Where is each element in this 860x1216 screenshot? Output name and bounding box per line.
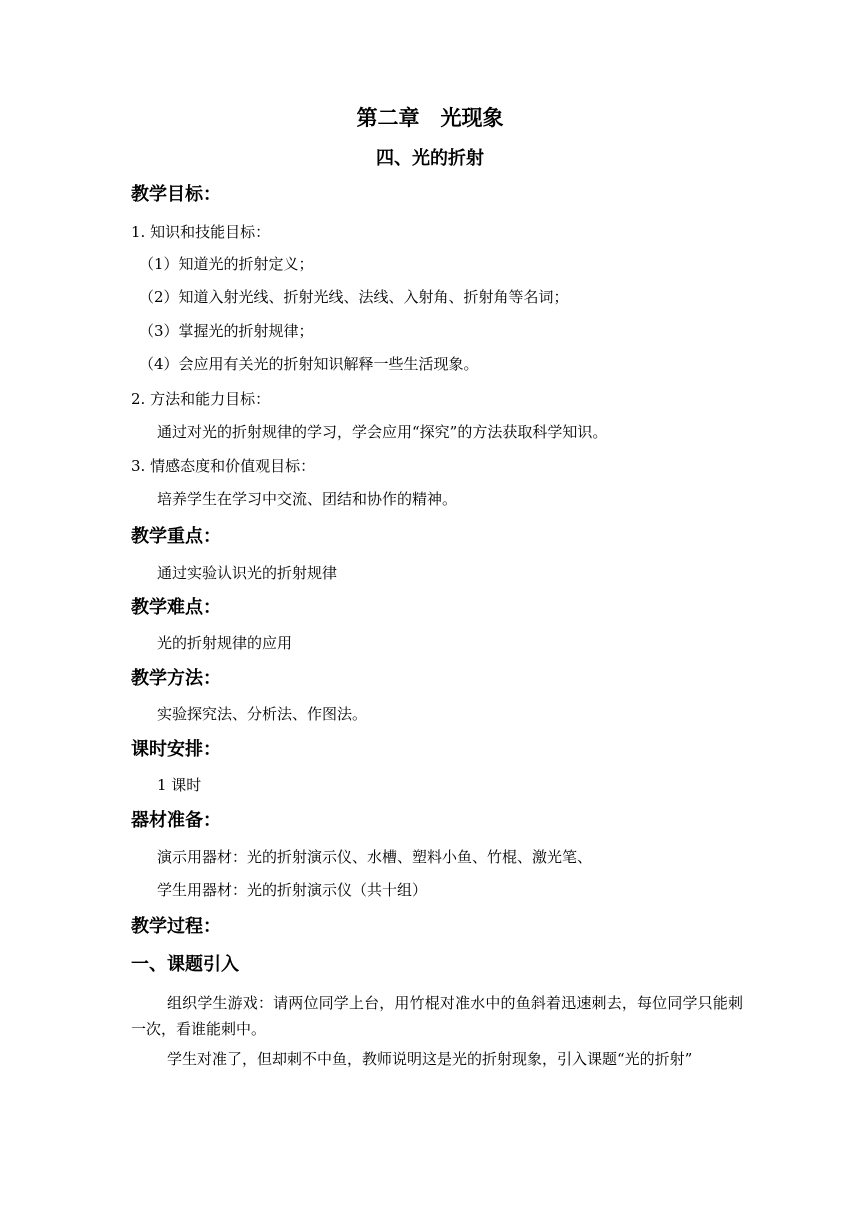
chapter-title: 第二章 光现象 <box>356 106 504 130</box>
knowledge-item: （2）知道入射光线、折射光线、法线、入射角、折射角等名词； <box>139 288 569 306</box>
methods-text: 实验探究法、分析法、作图法。 <box>157 705 368 723</box>
knowledge-item: （1）知道光的折射定义； <box>139 255 314 273</box>
intro-paragraph: 组织学生游戏：请两位同学上台，用竹棍对准水中的鱼斜着迅速刺去，每位同学只能刺一次，看谁能刺中。 <box>131 994 743 1038</box>
process-heading: 教学过程： <box>131 916 221 937</box>
objectives-heading: 教学目标： <box>131 184 221 205</box>
emotion-objective-text: 培养学生在学习中交流、团结和协作的精神。 <box>157 490 458 508</box>
emotion-objective-label: 3. 情感态度和价值观目标： <box>131 457 316 475</box>
knowledge-item: （3）掌握光的折射规律； <box>139 322 314 340</box>
difficulty-heading: 教学难点： <box>131 597 221 618</box>
section-title: 四、光的折射 <box>376 148 484 169</box>
method-objective-text: 通过对光的折射规律的学习，学会应用“探究”的方法获取科学知识。 <box>157 423 608 441</box>
difficulty-text: 光的折射规律的应用 <box>157 634 293 652</box>
knowledge-objective-label: 1. 知识和技能目标： <box>131 223 271 241</box>
intro-heading: 一、课题引入 <box>131 954 239 975</box>
key-point-heading: 教学重点： <box>131 526 221 547</box>
student-equipment-text: 学生用器材：光的折射演示仪（共十组） <box>157 881 428 899</box>
method-objective-label: 2. 方法和能力目标： <box>131 390 271 408</box>
schedule-text: 1 课时 <box>157 776 202 794</box>
schedule-heading: 课时安排： <box>131 739 221 760</box>
demo-equipment-text: 演示用器材：光的折射演示仪、水槽、塑料小鱼、竹棍、激光笔、 <box>157 848 593 866</box>
knowledge-item: （4）会应用有关光的折射知识解释一些生活现象。 <box>139 355 479 373</box>
intro-paragraph: 学生对准了，但却刺不中鱼，教师说明这是光的折射现象，引入课题“光的折射” <box>167 1050 693 1068</box>
equipment-heading: 器材准备： <box>131 810 221 831</box>
key-point-text: 通过实验认识光的折射规律 <box>157 564 338 582</box>
methods-heading: 教学方法： <box>131 668 221 689</box>
